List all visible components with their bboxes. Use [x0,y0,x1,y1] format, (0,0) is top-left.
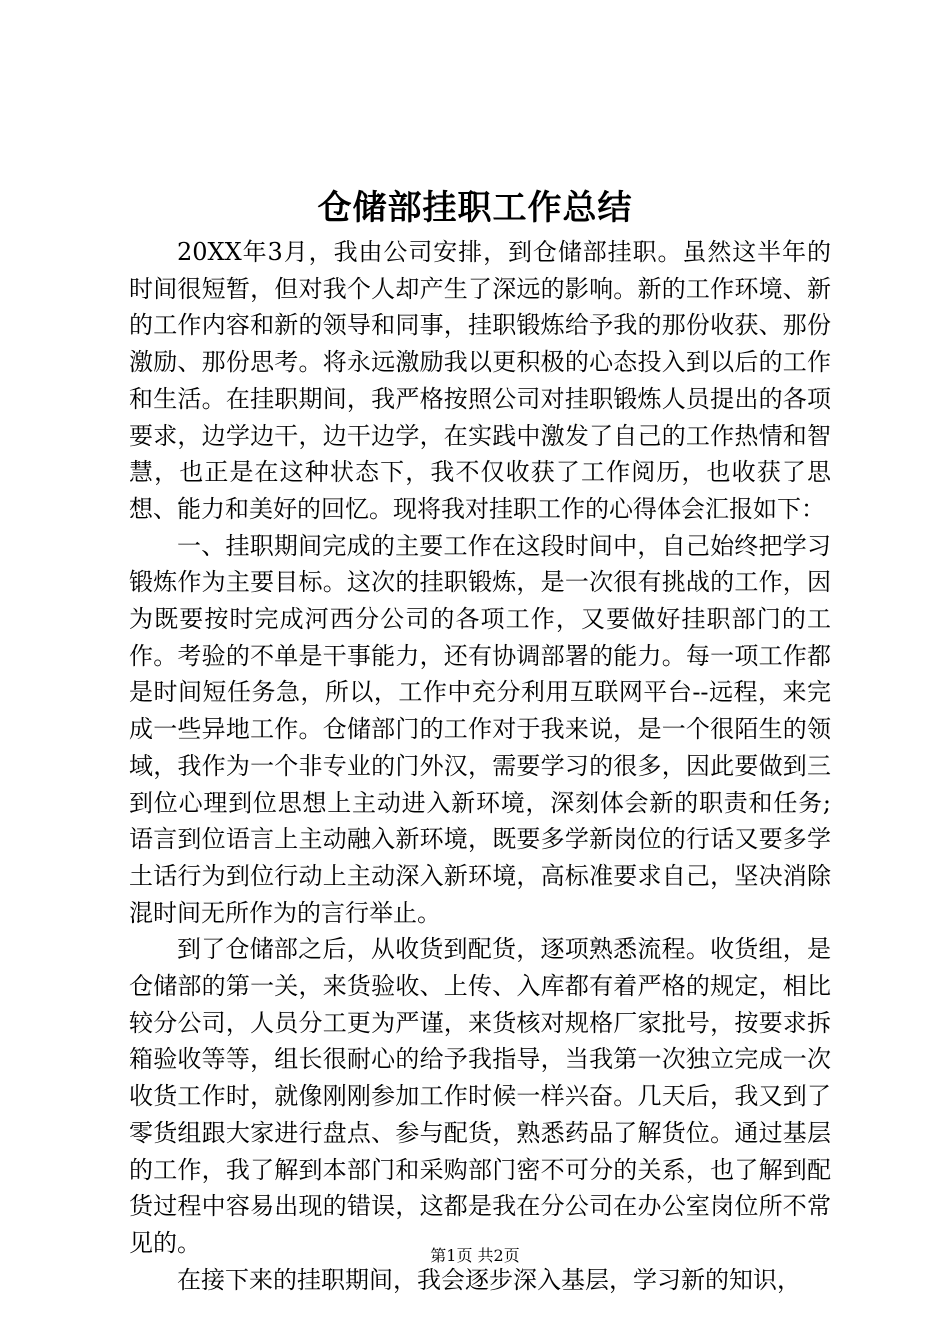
paragraph: 在接下来的挂职期间，我会逐步深入基层，学习新的知识， [177,1265,801,1294]
document-body [129,234,831,1298]
document-title: 仓储部挂职工作总结 [317,188,633,228]
paragraph: 一、挂职期间完成的主要工作在这段时间中，自己始终把学习锻炼作为主要目标。这次的挂职锻炼，是一次很有挑战的工作，因为既要按时完成河西分公司的各项工作，又要做好挂职部门的工作。考验的不单是干事能力，还有协调部署的能力。每一项工作都是时间短任务急，所以，工作中充分利用互联网平台--远程，来完成一些异地工作。仓储部门的工作对于我来说，是一个很陌生的领域，我作为一个非专业的门外汉，需要学习的很多，因此要做到三到位心理到位思想上主动进入新环境，深刻体会新的职责和任务;语言到位语言上主动融入新环境，既要多学新岗位的行话又要多学土话行为到位行动上主动深入新环境，高标准要求自己，坚决消除混时间无所作为的言行举止。 [129,531,831,927]
paragraph: 20XX年3月，我由公司安排，到仓储部挂职。虽然这半年的时间很短暂，但对我个人却产生了深远的影响。新的工作环境、新的工作内容和新的领导和同事，挂职锻炼给予我的那份收获、那份激励、那份思考。将永远激励我以更积极的心态投入到以后的工作和生活。在挂职期间，我严格按照公司对挂职锻炼人员提出的各项要求，边学边干，边干边学，在实践中激发了自己的工作热情和智慧，也正是在这种状态下，我不仅收获了工作阅历，也收获了思想、能力和美好的回忆。现将我对挂职工作的心得体会汇报如下： [129,238,831,523]
paragraph: 到了仓储部之后，从收货到配货，逐项熟悉流程。收货组，是仓储部的第一关，来货验收、上传、入库都有着严格的规定，相比较分公司，人员分工更为严谨，来货核对规格厂家批号，按要求拆箱验收等等，组长很耐心的给予我指导，当我第一次独立完成一次收货工作时，就像刚刚参加工作时候一样兴奋。几天后，我又到了零货组跟大家进行盘点、参与配货，熟悉药品了解货位。通过基层的工作，我了解到本部门和采购部门密不可分的关系，也了解到配货过程中容易出现的错误，这都是我在分公司在办公室岗位所不常见的。 [129,935,831,1257]
page-footer: 第1页 共2页 [430,1246,520,1265]
